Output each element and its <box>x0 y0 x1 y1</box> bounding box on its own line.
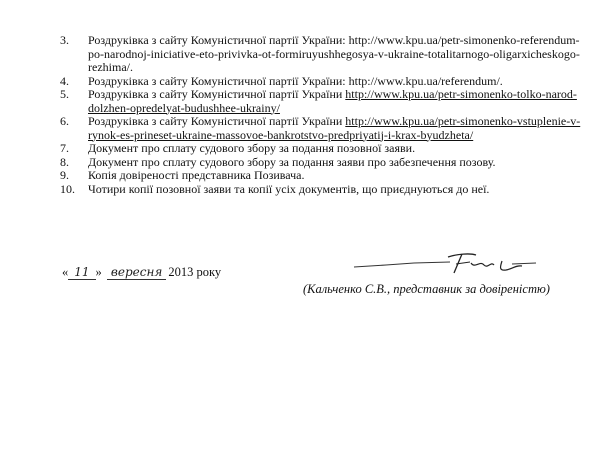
item-text: Роздруківка з сайту Комуністичної партії України: http://www.kpu.ua/referendum/. <box>88 73 503 88</box>
date-close-quote: » <box>95 265 102 279</box>
list-item <box>60 34 582 75</box>
item-text: Документ про сплату судового збору за подання заяви про забезпечення позову. <box>88 154 496 169</box>
list-item <box>60 183 582 197</box>
signing-date <box>62 266 221 280</box>
item-number: 4. <box>60 73 69 88</box>
date-year: 2013 року <box>168 265 222 279</box>
list-item <box>60 169 582 183</box>
item-number: 6. <box>60 114 69 128</box>
item-number: 8. <box>60 154 69 169</box>
item-number: 10. <box>60 181 75 196</box>
signature-image <box>352 251 542 277</box>
item-text: Роздруківка з сайту Комуністичної партії України: http://www.kpu.ua/petr-simonenko-referendum-po-narodnoj-iniciative-eto-privivka-ot-formiruyushhegosya-v-ukraine-totalitarnogo-oligarxicheskogo-rezhima/. <box>88 33 580 74</box>
item-text: Копія довіреності представника Позивача. <box>88 168 305 182</box>
signer-caption: (Кальченко С.В., представник за довіреністю) <box>303 282 550 296</box>
item-link: http://www.kpu.ua/petr-simonenko-tolko-narod-dolzhen-opredelyat-budushhee-ukrainy/ <box>88 87 577 115</box>
list-item <box>60 156 582 170</box>
date-month: вересня <box>107 265 166 280</box>
item-number: 7. <box>60 141 69 155</box>
item-prefix: Роздруківка з сайту Комуністичної партії України <box>88 114 346 128</box>
item-number: 3. <box>60 33 69 47</box>
item-number: 9. <box>60 168 69 182</box>
date-day: 11 <box>68 265 95 280</box>
attachments-list <box>60 34 582 196</box>
item-prefix: Роздруківка з сайту Комуністичної партії України <box>88 87 346 101</box>
list-item <box>60 88 582 115</box>
item-number: 5. <box>60 87 69 101</box>
item-text <box>88 88 582 115</box>
list-item <box>60 142 582 156</box>
item-text: Чотири копії позовної заяви та копії усіх документів, що приєднуються до неї. <box>88 181 490 196</box>
date-open-quote: « <box>62 265 69 279</box>
list-item <box>60 115 582 142</box>
item-link: http://www.kpu.ua/petr-simonenko-vstuplenie-v-rynok-es-prineset-ukraine-massovoe-bankrotstvo-predpriyatij-i-krax-byudzheta/ <box>88 114 581 142</box>
list-item <box>60 75 582 89</box>
item-text: Документ про сплату судового збору за подання позовної заяви. <box>88 141 416 155</box>
item-text <box>88 115 582 142</box>
